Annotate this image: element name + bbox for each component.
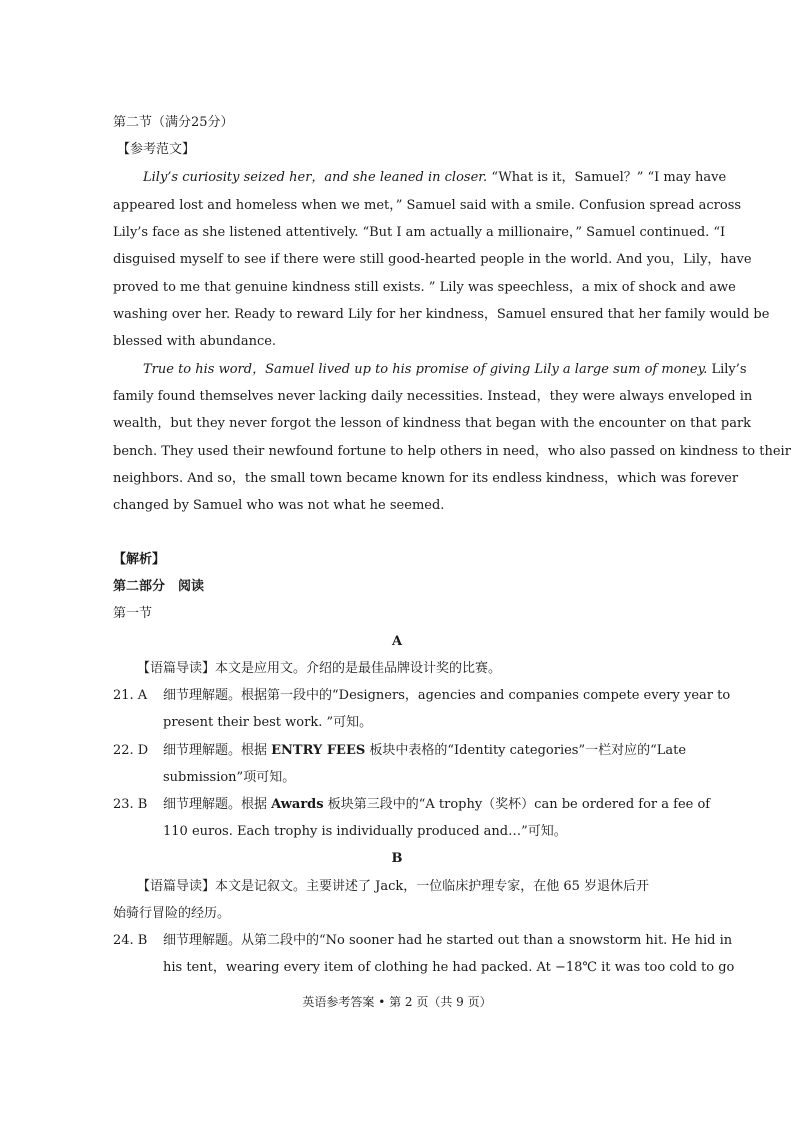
passage-b-intro-line-1: 【语篇导读】本文是记叙文。主要讲述了 Jack，一位临床护理专家，在他 65 岁退休后开	[137, 879, 650, 894]
essay-p2-line-2: family found themselves never lacking daily necessities. Instead，they were always enveloped in	[113, 389, 753, 404]
essay-p1-line-1: Lily’s curiosity seized her，and she leaned in closer. “What is it，Samuel？” “I may have	[143, 170, 727, 185]
essay-p1-line-6: washing over her. Ready to reward Lily for her kindness，Samuel ensured that her family would be	[113, 307, 770, 322]
analysis-section-heading: 第一节	[113, 606, 153, 621]
answer-22: 22. D 细节理解题。根据 ENTRY FEES 板块中表格的“Identity categories”一栏对应的“Late	[113, 743, 687, 758]
passage-a-intro: 【语篇导读】本文是应用文。介绍的是最佳品牌设计奖的比赛。	[137, 661, 502, 676]
answer-21-line-2: present their best work. ”可知。	[163, 715, 373, 730]
sample-essay-title: 【参考范文】	[117, 142, 196, 157]
analysis-part-heading: 第二部分 阅读	[113, 579, 205, 594]
essay-p2-line-4: bench. They used their newfound fortune to help others in need，who also passed on kindness to their	[113, 444, 791, 459]
answer-23-line-2: 110 euros. Each trophy is individually produced and…”可知。	[163, 824, 567, 839]
answer-24-line-2: his tent，wearing every item of clothing he had packed. At −18℃ it was too cold to go	[163, 960, 735, 975]
passage-b-label: B	[391, 851, 403, 866]
essay-p2-line-6: changed by Samuel who was not what he seemed.	[113, 498, 445, 513]
essay-p2-line-5: neighbors. And so，the small town became known for its endless kindness，which was forever	[113, 471, 739, 486]
answer-22-line-2: submission”项可知。	[163, 770, 296, 785]
essay-p1-line-5: proved to me that genuine kindness still exists. ” Lily was speechless，a mix of shock and awe	[113, 280, 736, 295]
answer-23: 23. B 细节理解题。根据 Awards 板块第三段中的“A trophy（奖杯）can be ordered for a fee of	[113, 797, 711, 812]
essay-p1-line-2: appeared lost and homeless when we met，” Samuel said with a smile. Confusion spread across	[113, 198, 742, 213]
essay-p1-line-7: blessed with abundance.	[113, 334, 277, 349]
passage-b-intro-line-2: 始骑行冒险的经历。	[113, 906, 231, 921]
passage-a-label: A	[391, 634, 403, 649]
analysis-title: 【解析】	[113, 552, 166, 567]
essay-p1-line-3: Lily’s face as she listened attentively. “But I am actually a millionaire，” Samuel continued. “I	[113, 225, 726, 240]
page-footer: 英语参考答案 • 第 2 页（共 9 页）	[302, 995, 492, 1009]
essay-p2-line-3: wealth，but they never forgot the lesson of kindness that began with the encounter on that park	[113, 416, 752, 431]
section-heading: 第二节（满分25分）	[113, 115, 234, 130]
answer-21: 21. A 细节理解题。根据第一段中的“Designers，agencies and companies compete every year to	[113, 688, 731, 703]
answer-24: 24. B 细节理解题。从第二段中的“No sooner had he started out than a snowstorm hit. He hid in	[113, 933, 733, 948]
essay-p2-line-1: True to his word，Samuel lived up to his promise of giving Lily a large sum of money. Lily’s	[143, 362, 747, 377]
essay-p1-line-4: disguised myself to see if there were still good-hearted people in the world. And you，Lily，have	[113, 252, 752, 267]
